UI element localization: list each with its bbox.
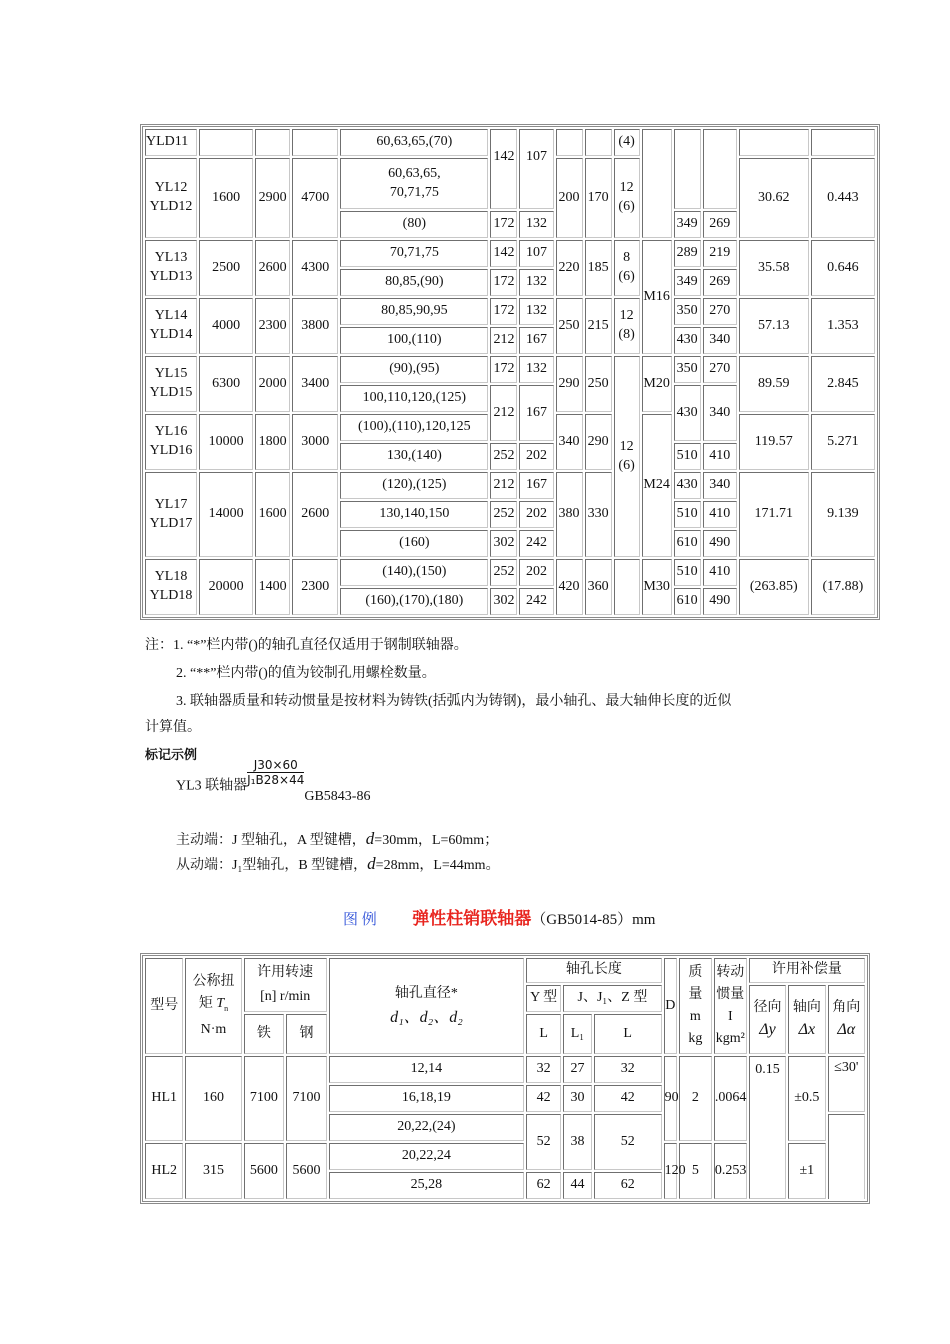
bolt-size-cell: M16 bbox=[642, 240, 672, 354]
model-cell: YLD11 bbox=[145, 129, 197, 156]
table-row: 20,22,(24) 52 38 52 bbox=[145, 1114, 865, 1141]
driven-end-line: 从动端：J₁型轴孔，B 型键槽，d=28mm，L=44mm。 bbox=[176, 854, 500, 873]
header-row: 铁 钢 L L₁ L bbox=[145, 1014, 865, 1054]
section-heading bbox=[343, 904, 655, 929]
bolt-count-cell: (4) bbox=[614, 129, 640, 156]
marking-fraction: $\frac{J30\times 60}{\text{J₁B28×44}}$ bbox=[247, 758, 305, 787]
table-row: YL13 YLD13 2500 2600 4300 70,71,75 142 107 220 185 8 (6) M16 289 219 35.58 0.646 bbox=[145, 240, 875, 267]
table-row: YL16 YLD16 10000 1800 3000 (100),(110),120,125 340 290 M24 119.57 5.271 bbox=[145, 414, 875, 441]
header-row: 型号 公称扭 矩 $T_n$ N·m 许用转速 [n] r/min 轴孔直径* d₁、d₂、d₂ 轴孔长度 D 质 量 m kg 转动 惯量 I kgm² 许用补偿量 bbox=[145, 958, 865, 983]
table-row: 100,110,120,(125) 212 167 430 340 bbox=[145, 385, 875, 412]
note-1: 注：1. “*”栏内带()的轴孔直径仅适用于钢制联轴器。 bbox=[145, 638, 468, 653]
coupling-table-yl bbox=[140, 124, 880, 620]
note-3: 3. 联轴器质量和转动惯量是按材料为铸铁(括弧内为铸钢)，最小轴孔、最大轴伸长度的近似 bbox=[176, 694, 732, 709]
table-row: HL1 160 7100 7100 12,14 32 27 32 90 2 .0064 0.15 ±0.5 ≤30' bbox=[145, 1056, 865, 1083]
bore-cell: 60,63,65,(70) bbox=[340, 129, 488, 156]
section-title: 弹性柱销联轴器 bbox=[412, 909, 532, 928]
table-row: (160) 302 242 610 490 bbox=[145, 530, 875, 557]
table-row: YL12 YLD12 1600 2900 4700 60,63,65, 70,71,75 200 170 12 (6) 30.62 0.443 bbox=[145, 158, 875, 209]
table-row: YL17 YLD17 14000 1600 2600 (120),(125) 212 167 380 330 430 340 171.71 9.139 bbox=[145, 472, 875, 499]
table-row: YL18 YLD18 20000 1400 2300 (140),(150) 252 202 420 360 M30 510 410 (263.85) (17.88) bbox=[145, 559, 875, 586]
example-title: 标记示例 bbox=[145, 748, 198, 763]
note-2: 2. “**”栏内带()的值为铰制孔用螺栓数量。 bbox=[176, 666, 436, 681]
table-row: 16,18,19 42 30 42 bbox=[145, 1085, 865, 1112]
table-row: YL14 YLD14 4000 2300 3800 80,85,90,95 172 132 250 215 12 (8) 350 270 57.13 1.353 bbox=[145, 298, 875, 325]
table-row: 25,28 62 44 62 bbox=[145, 1172, 865, 1199]
coupling-table-hl bbox=[140, 953, 870, 1204]
length-cell: 142 bbox=[490, 129, 517, 209]
marking-example: YL3 联轴器 $\frac{J30\times 60}{\text{J₁B28×44}}$ GB5843-86 bbox=[176, 758, 371, 804]
drive-end-line: 主动端：J 型轴孔，A 型键槽，d=30mm，L=60mm； bbox=[176, 829, 499, 848]
table-row: 80,85,(90) 172 132 349 269 bbox=[145, 269, 875, 296]
section-standard: （GB5014-85）mm bbox=[531, 912, 656, 928]
table-row: 130,140,150 252 202 510 410 bbox=[145, 501, 875, 528]
note-3-cont: 计算值。 bbox=[145, 720, 201, 735]
table-row: YL15 YLD15 6300 2000 3400 (90),(95) 172 132 290 250 12 (6) M20 350 270 89.59 2.845 bbox=[145, 356, 875, 383]
table-row: HL2 315 5600 5600 20,22,24 120 5 0.253 ±1 bbox=[145, 1143, 865, 1170]
table-row: 130,(140) 252 202 510 410 bbox=[145, 443, 875, 470]
length-cell: 107 bbox=[519, 129, 553, 209]
table-row bbox=[145, 129, 875, 156]
table-row: (160),(170),(180) 302 242 610 490 bbox=[145, 588, 875, 615]
header-row: Y 型 J、J₁、Z 型 径向 Δy 轴向 Δx 角向 Δα bbox=[145, 985, 865, 1012]
legend-link[interactable]: 图 例 bbox=[343, 912, 377, 928]
table-row: 100,(110) 212 167 430 340 bbox=[145, 327, 875, 354]
table-row: (80) 172 132 349 269 bbox=[145, 211, 875, 238]
